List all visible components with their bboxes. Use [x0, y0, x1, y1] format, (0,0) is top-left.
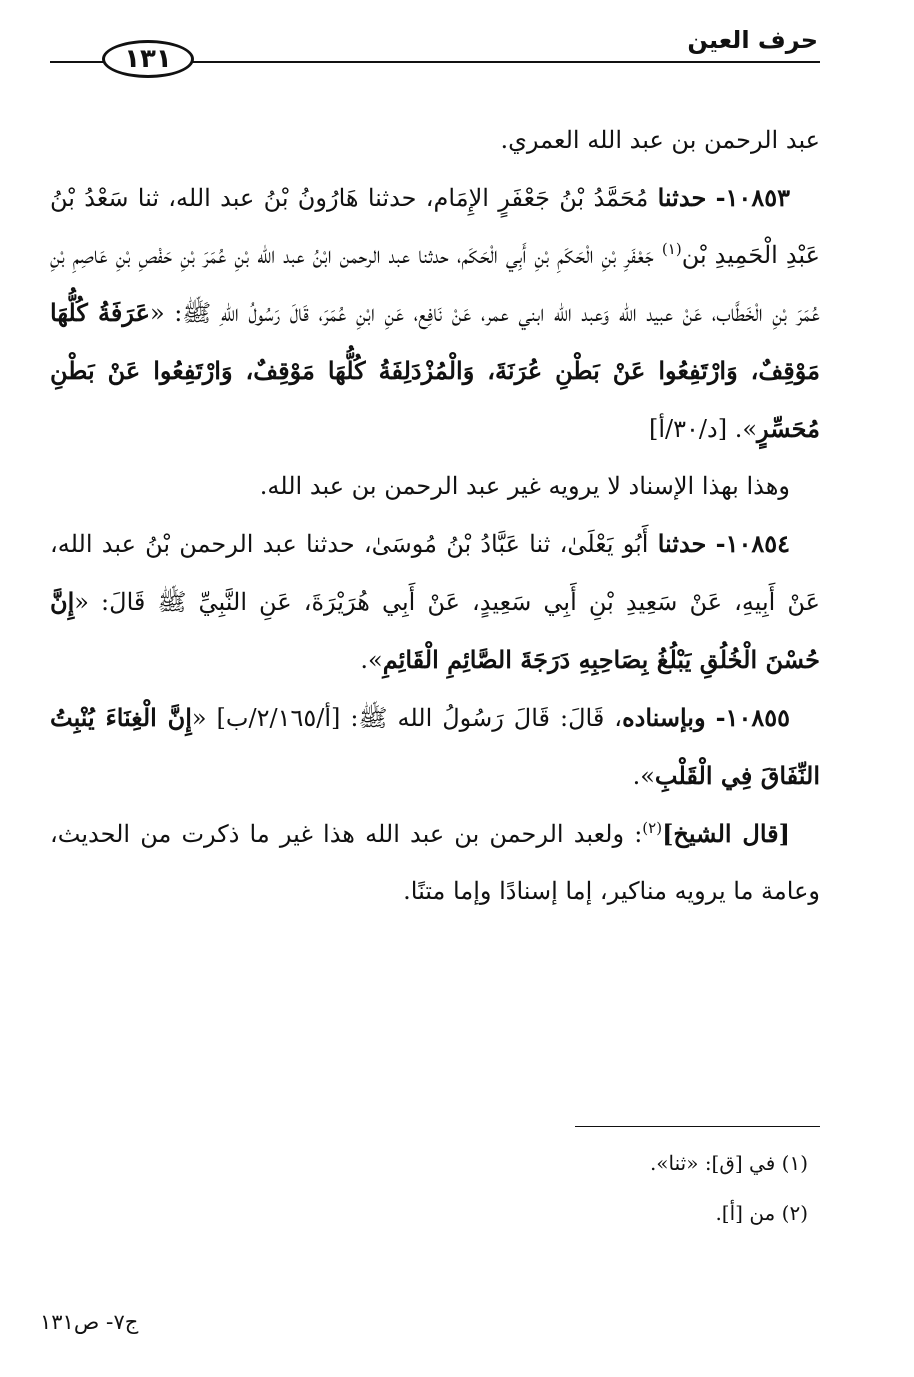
closing-quote: ».: [360, 646, 383, 674]
narration-keyword: وبإسناده: [622, 703, 706, 732]
narration-keyword: حدثنا: [657, 183, 707, 212]
closing-quote: ».: [632, 762, 655, 790]
hadith-number: ١٠٨٥٤-: [715, 529, 791, 558]
hadith-10853: [50, 169, 820, 458]
hadith-10855: [50, 689, 820, 805]
footnote-1: (١) في [ق]: «ثنا».: [649, 1151, 808, 1175]
main-text: [50, 112, 820, 920]
hadith-10854: [50, 515, 820, 689]
footnote-ref-2: (٢): [642, 819, 663, 837]
footnote-rule: [575, 1126, 820, 1127]
volume-page-ref: ج٧- ص١٣١: [40, 1310, 139, 1334]
sheikh-remark: [50, 805, 820, 920]
hadith-matn: إِنَّ حُسْنَ الْخُلُقِ يَبْلُغُ بِصَاحِبِهِ دَرَجَةَ الصَّائِمِ الْقَائِمِ: [50, 587, 820, 674]
hadith-matn: عَرَفَةُ كُلُّهَا مَوْقِفٌ، وَارْتَفِعُوا عَنْ بَطْنِ عُرَنَةَ، وَالْمُزْدَلِفَةُ كُلُّهَا مَوْقِفٌ، وَارْتَفِعُوا عَنْ بَطْنِ مُحَسِّرٍ: [50, 298, 820, 443]
sheikh-remark-text: : ولعبد الرحمن بن عبد الله هذا غير ما ذكرت من الحديث، وعامة ما يرويه مناكير، إما إسنادًا وإما متنًا.: [50, 820, 820, 905]
isnad-text-continued: جَعْفَرِ بْنِ الْحَكَمِ بْنِ أَبِي الْحَكَم، حدثنا عبد الرحمن ابْنُ عبد الله بْنِ عُمَرَ بْنِ حَفْصِ بْنِ عَاصِمِ بْنِ عُمَرَ بْنِ الْخَطَّاب، عَنْ عبيد الله وَعبد الله ابني عمر، عَنْ نَافِع، عَنِ ابْنِ عُمَرَ، قَالَ رَسُولُ اللهِ ﷺ: «: [50, 241, 820, 327]
author-remark: [50, 458, 820, 515]
running-header-title: حرف العين: [687, 26, 818, 54]
page-number: ١٣١: [124, 44, 172, 74]
remark-text: وهذا بهذا الإسناد لا يرويه غير عبد الرحمن بن عبد الله.: [259, 472, 790, 500]
continuation-text: عبد الرحمن بن عبد الله العمري.: [500, 126, 820, 154]
footnote-2: (٢) من [أ].: [715, 1201, 808, 1225]
paragraph-continuation: [50, 112, 820, 169]
footnotes: [50, 1138, 820, 1238]
page-number-badge: [102, 40, 194, 78]
sheikh-label: [قال الشيخ]: [662, 819, 790, 848]
isnad-text: ، قَالَ: قَالَ رَسُولُ الله ﷺ: [أ/٢/١٦٥/ب] «: [191, 704, 623, 732]
hadith-matn: إِنَّ الْغِنَاءَ يُنْبِتُ النِّفَاقَ فِي الْقَلْبِ: [50, 703, 820, 790]
isnad-text: مُحَمَّدُ بْنُ جَعْفَرٍ الإِمَام، حدثنا هَارُونُ بْنُ عبد الله، ثنا سَعْدُ بْنُ عَبْدِ الْحَمِيدِ بْن: [50, 184, 820, 269]
hadith-number: ١٠٨٥٥-: [715, 703, 790, 732]
hadith-number: ١٠٨٥٣-: [715, 183, 790, 212]
manuscript-ref: ». [د/٣٠/أ]: [649, 415, 757, 443]
footnote-ref-1: (١): [661, 240, 682, 258]
narration-keyword: حدثنا: [657, 529, 707, 558]
isnad-text: أَبُو يَعْلَىٰ، ثنا عَبَّادُ بْنُ مُوسَىٰ، حدثنا عبد الرحمن بْنُ عبد الله، عَنْ أَبِيهِ، عَنْ سَعِيدِ بْنِ أَبِي سَعِيدٍ، عَنْ أَبِي هُرَيْرَةَ، عَنِ النَّبِيِّ ﷺ قَالَ: «: [50, 530, 820, 616]
